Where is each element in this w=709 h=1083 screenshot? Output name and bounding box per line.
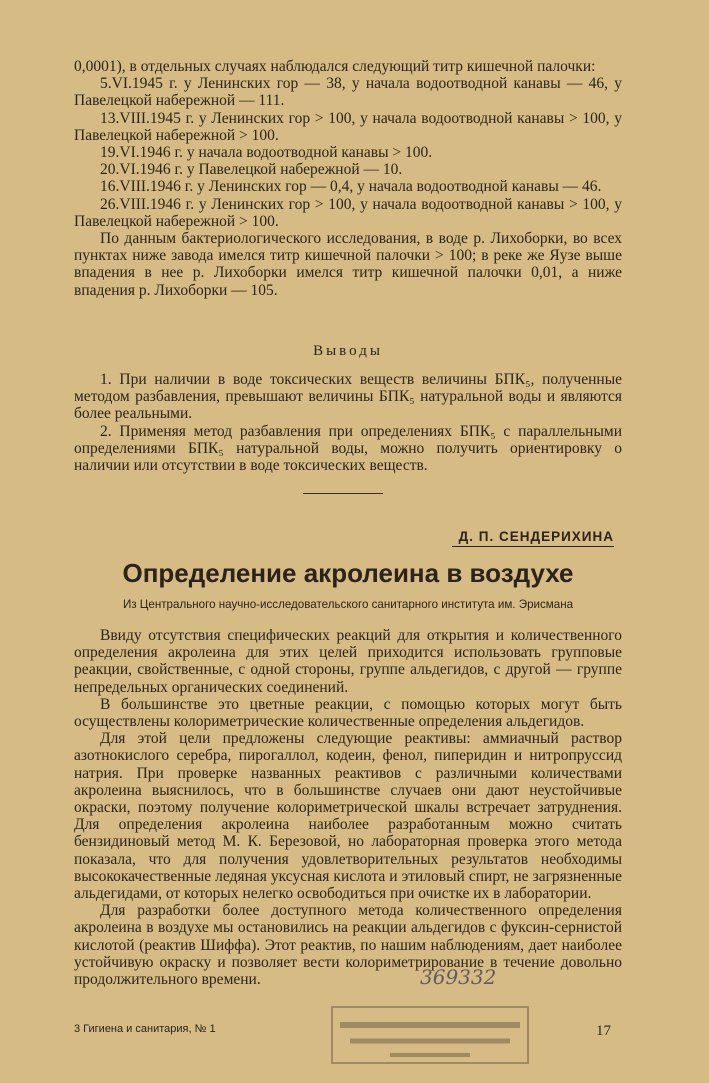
page-number: 17 bbox=[596, 1023, 611, 1039]
article-author: Д. П. СЕНДЕРИХИНА bbox=[458, 529, 614, 544]
paragraph: Для этой цели предложены следующие реактивы: аммиачный раствор азотнокислого серебра, пирогаллол, кодеин, фенол, пиперидин и нитропруссид натрия. При проверке названных реактивов с различными количествами акролеина выяснилось, что в большинстве случаев они дают неустойчивые окраски, поэтому получение колориметрической шкалы встречает затруднения. Для определения акролеина наиболее разработанным можно считать бензидиновый метод М. К. Березовой, но лабораторная проверка этого метода показала, что для получения удовлетворительных результатов необходимы высококачественные ледяная уксусная кислота и этиловый спирт, не загрязненные альдегидами, от которых нелегко освободиться при очистке их в лаборатории. bbox=[74, 730, 622, 903]
paragraph: 5.VI.1945 г. у Ленинских гор — 38, у начала водоотводной канавы — 46, у Павелецкой набережной — 111. bbox=[74, 75, 622, 110]
author-underline bbox=[452, 546, 614, 547]
paragraph: 13.VIII.1945 г. у Ленинских гор > 100, у начала водоотводной канавы > 100, у Павелецкой набережной > 100. bbox=[74, 109, 622, 144]
conclusion-item: 2. Применяя метод разбавления при определениях БПК₅ с параллельными определениями БПК₅ натуральной воды, можно получить ориентировку о наличии или отсутствии в воде токсических веществ. bbox=[74, 422, 622, 475]
handwritten-number: 369332 bbox=[420, 965, 497, 989]
footer-journal: 3 Гигиена и санитария, № 1 bbox=[74, 1023, 216, 1035]
paragraph: По данным бактериологического исследования, в воде р. Лихоборки, во всех пунктах ниже завода имелся титр кишечной палочки > 100; в реке же Яузе выше впадения в нее р. Лихоборки имелся титр кишечной палочки 0,01, а ниже впадения р. Лихоборки — 105. bbox=[74, 230, 622, 299]
library-stamp-icon bbox=[330, 1005, 530, 1065]
conclusions-list bbox=[74, 371, 622, 474]
paragraph: 16.VIII.1946 г. у Ленинских гор — 0,4, у начала водоотводной канавы — 46. bbox=[100, 178, 602, 196]
paragraph: 19.VI.1946 г. у начала водоотводной канавы > 100. bbox=[100, 144, 433, 162]
paragraph: Для разработки более доступного метода количественного определения акролеина в воздухе мы остановились на реакции альдегидов с фуксин-сернистой кислотой (реактив Шиффа). Этот реактив, по нашим наблюдениям, дает наиболее устойчивую окраску и позволяет вести колориметрирование в течение довольно продолжительного времени. bbox=[74, 902, 622, 989]
article-affiliation: Из Центрального научно-исследовательского санитарного института им. Эрисмана bbox=[122, 598, 574, 611]
continued-section bbox=[74, 58, 622, 299]
paragraph: 20.VI.1946 г. у Павелецкой набережной — 10. bbox=[100, 161, 403, 179]
section-divider bbox=[303, 493, 383, 494]
paragraph: 26.VIII.1946 г. у Ленинских гор > 100, у начала водоотводной канавы > 100, у Павелецкой набережной > 100. bbox=[74, 195, 622, 230]
article-body bbox=[74, 627, 622, 988]
paragraph: В большинстве это цветные реакции, с помощью которых могут быть осуществлены колориметрические количественные определения альдегидов. bbox=[74, 695, 622, 731]
paragraph: Ввиду отсутствия специфических реакций для открытия и количественного определения акролеина для этих целей приходится использовать групповые реакции, свойственные, с одной стороны, группе альдегидов, с другой — группе непредельных органических соединений. bbox=[74, 627, 622, 696]
article-title: Определение акролеина в воздухе bbox=[122, 558, 574, 588]
paragraph: 0,0001), в отдельных случаях наблюдался следующий титр кишечной палочки: bbox=[74, 58, 596, 75]
conclusion-item: 1. При наличии в воде токсических веществ величины БПК₅, полученные методом разбавления, превышают величины БПК₅ натуральной воды и являются более реальными. bbox=[74, 371, 622, 423]
conclusions-heading: Выводы bbox=[313, 343, 383, 359]
